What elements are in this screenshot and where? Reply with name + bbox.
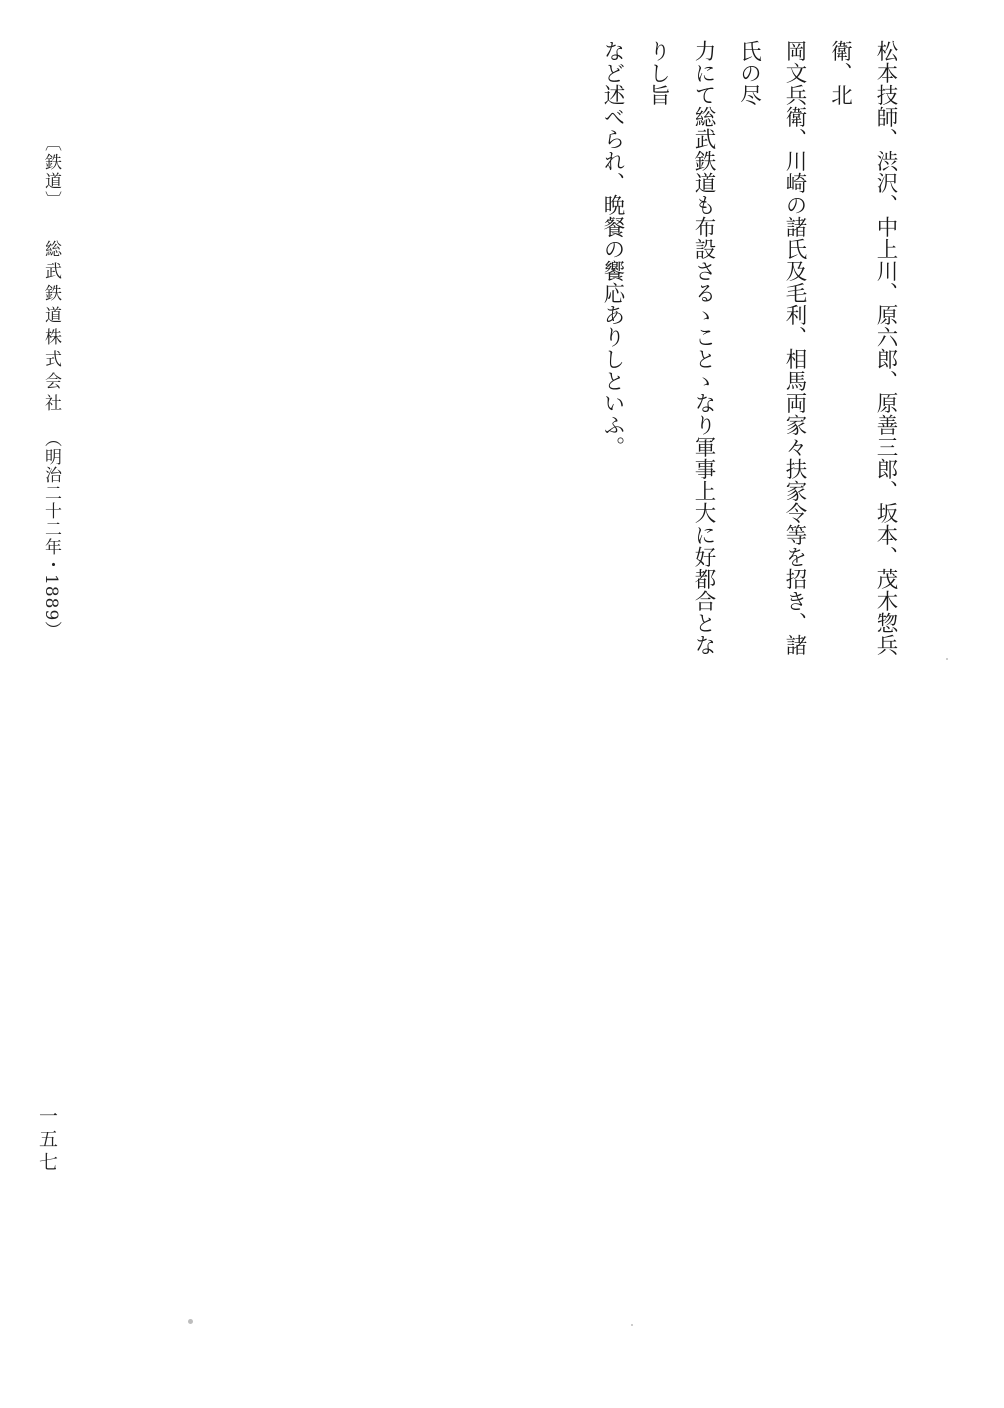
page-number: 一五七 <box>36 1106 58 1175</box>
running-header-era: （明治二十二年・1889） <box>41 430 61 640</box>
body-line-1: 松本技師、渋沢、中上川、原六郎、原善三郎、坂本、茂木惣兵衛、北 <box>827 40 898 656</box>
scan-speck <box>946 658 948 660</box>
running-header <box>30 134 64 640</box>
scan-speck <box>631 1324 633 1326</box>
body-line-2: 岡文兵衛、川崎の諸氏及毛利、相馬両家々扶家令等を招き、諸氏の尽 <box>736 40 807 656</box>
scan-speck <box>188 1319 193 1324</box>
running-header-section: 〔鉄道〕 <box>41 134 61 210</box>
body-line-4: など述べられ、晩餐の饗応ありしといふ。 <box>600 40 625 458</box>
body-text <box>590 40 909 660</box>
body-line-3: 力にて総武鉄道も布設さるゝことゝなり軍事上大に好都合となりし旨 <box>645 40 716 656</box>
running-header-title: 総武鉄道株式会社 <box>41 240 61 416</box>
